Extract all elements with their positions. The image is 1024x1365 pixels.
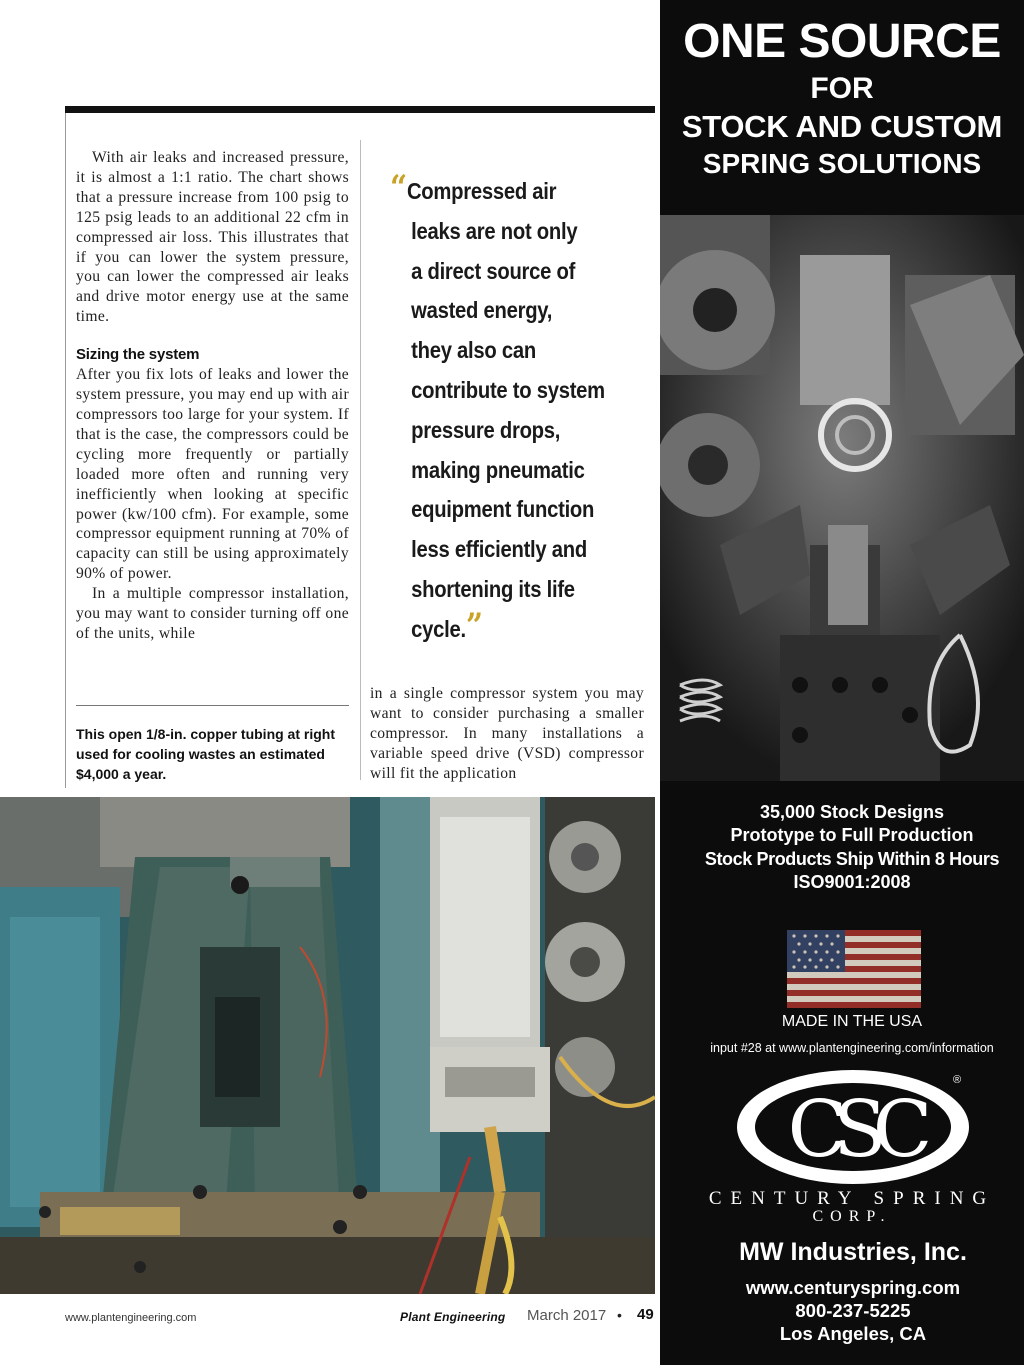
pull-quote-line: making pneumatic xyxy=(411,456,585,483)
advertisement xyxy=(660,0,1024,1365)
open-quote-mark: “ xyxy=(390,168,407,208)
pull-quote-line: they also can xyxy=(411,337,536,364)
body-paragraph: After you fix lots of leaks and lower the system pressure, you may end up with air compressors too large for your system. If that is the case, the compressors could be cycling more frequently or partially loaded more often and running very inefficiently when looking at specific power (kw/100 cfm). For example, some compressor equipment running at 70% of capacity can still be using approximately 90% of power. xyxy=(76,366,349,583)
pull-quote-line: wasted energy, xyxy=(411,297,553,324)
ad-headline: STOCK AND CUSTOM xyxy=(681,109,1003,144)
made-in-usa: MADE IN THE USA xyxy=(781,1013,923,1030)
column-divider xyxy=(360,140,361,780)
ad-headline: ONE SOURCE xyxy=(683,15,1001,68)
section-subhead: Sizing the system xyxy=(76,346,200,364)
left-column-rule xyxy=(65,113,66,788)
company-location: Los Angeles, CA xyxy=(779,1323,927,1344)
pull-quote-line: shortening its life xyxy=(411,575,575,602)
logo-text: CSC xyxy=(787,1085,919,1175)
article-column-1 xyxy=(76,148,349,644)
company-name: CENTURY SPRING xyxy=(708,1188,996,1209)
machinery-photo-illustration xyxy=(0,797,655,1294)
pull-quote-line: leaks are not only xyxy=(411,217,578,244)
body-paragraph: In a multiple compressor installation, you may want to consider turning off one of the units, while xyxy=(76,585,349,642)
pull-quote-line: equipment function xyxy=(411,496,595,523)
ad-headline: SPRING SOLUTIONS xyxy=(702,148,982,179)
ad-feature: ISO9001:2008 xyxy=(793,872,911,892)
spring-machine-photo xyxy=(660,215,1024,781)
spring-machine-illustration xyxy=(660,215,1024,781)
csc-logo xyxy=(735,1068,971,1186)
pull-quote-line: cycle. xyxy=(411,615,466,642)
machinery-photo xyxy=(0,797,655,1294)
ad-feature: 35,000 Stock Designs xyxy=(759,802,945,822)
ad-feature: Stock Products Ship Within 8 Hours xyxy=(704,849,1000,869)
company-website[interactable]: www.centuryspring.com xyxy=(745,1277,961,1298)
pull-quote-line: a direct source of xyxy=(411,257,576,284)
photo-caption: This open 1/8-in. copper tubing at right used for cooling wastes an estimated $4,000 a year. xyxy=(76,726,335,782)
company-suffix: CORP. xyxy=(812,1208,892,1225)
ad-headline: FOR xyxy=(810,72,874,105)
footer-date: March 2017 xyxy=(527,1307,607,1324)
us-flag-graphic xyxy=(787,930,921,1008)
caption-rule xyxy=(76,705,349,706)
reader-input-line: input #28 at www.plantengineering.com/information xyxy=(710,1041,994,1055)
pull-quote-line: less efficiently and xyxy=(411,536,587,563)
page-number: 49 xyxy=(637,1306,654,1323)
body-paragraph: With air leaks and increased pressure, it is almost a 1:1 ratio. The chart shows that a pressure increase from 100 psig to 125 psig leads to an additional 22 cfm in compressed air loss. This illustrates that if you can lower the system pressure, you can lower the compressed air leaks and drive motor energy use at the same time. xyxy=(76,149,349,326)
parent-company: MW Industries, Inc. xyxy=(739,1238,967,1266)
csc-logo-mark xyxy=(735,1068,971,1186)
top-rule xyxy=(65,106,655,113)
footer-magazine-name: Plant Engineering xyxy=(400,1310,506,1324)
company-phone: 800-237-5225 xyxy=(795,1300,911,1321)
us-flag-icon xyxy=(787,930,921,1008)
article-column-2 xyxy=(370,684,644,784)
footer-url[interactable]: www.plantengineering.com xyxy=(65,1312,197,1324)
pull-quote-line: Compressed air xyxy=(406,178,557,204)
close-quote-mark: ” xyxy=(465,605,483,646)
pull-quote xyxy=(390,168,619,650)
footer-separator: • xyxy=(617,1307,622,1323)
pull-quote-line: pressure drops, xyxy=(411,416,561,443)
ad-feature: Prototype to Full Production xyxy=(730,825,974,845)
registered-mark: ® xyxy=(953,1074,962,1086)
body-paragraph: in a single compressor system you may want to consider purchasing a smaller compressor. In many installations a variable speed drive (VSD) compressor will fit the application xyxy=(370,685,644,782)
pull-quote-line: contribute to system xyxy=(411,376,605,403)
